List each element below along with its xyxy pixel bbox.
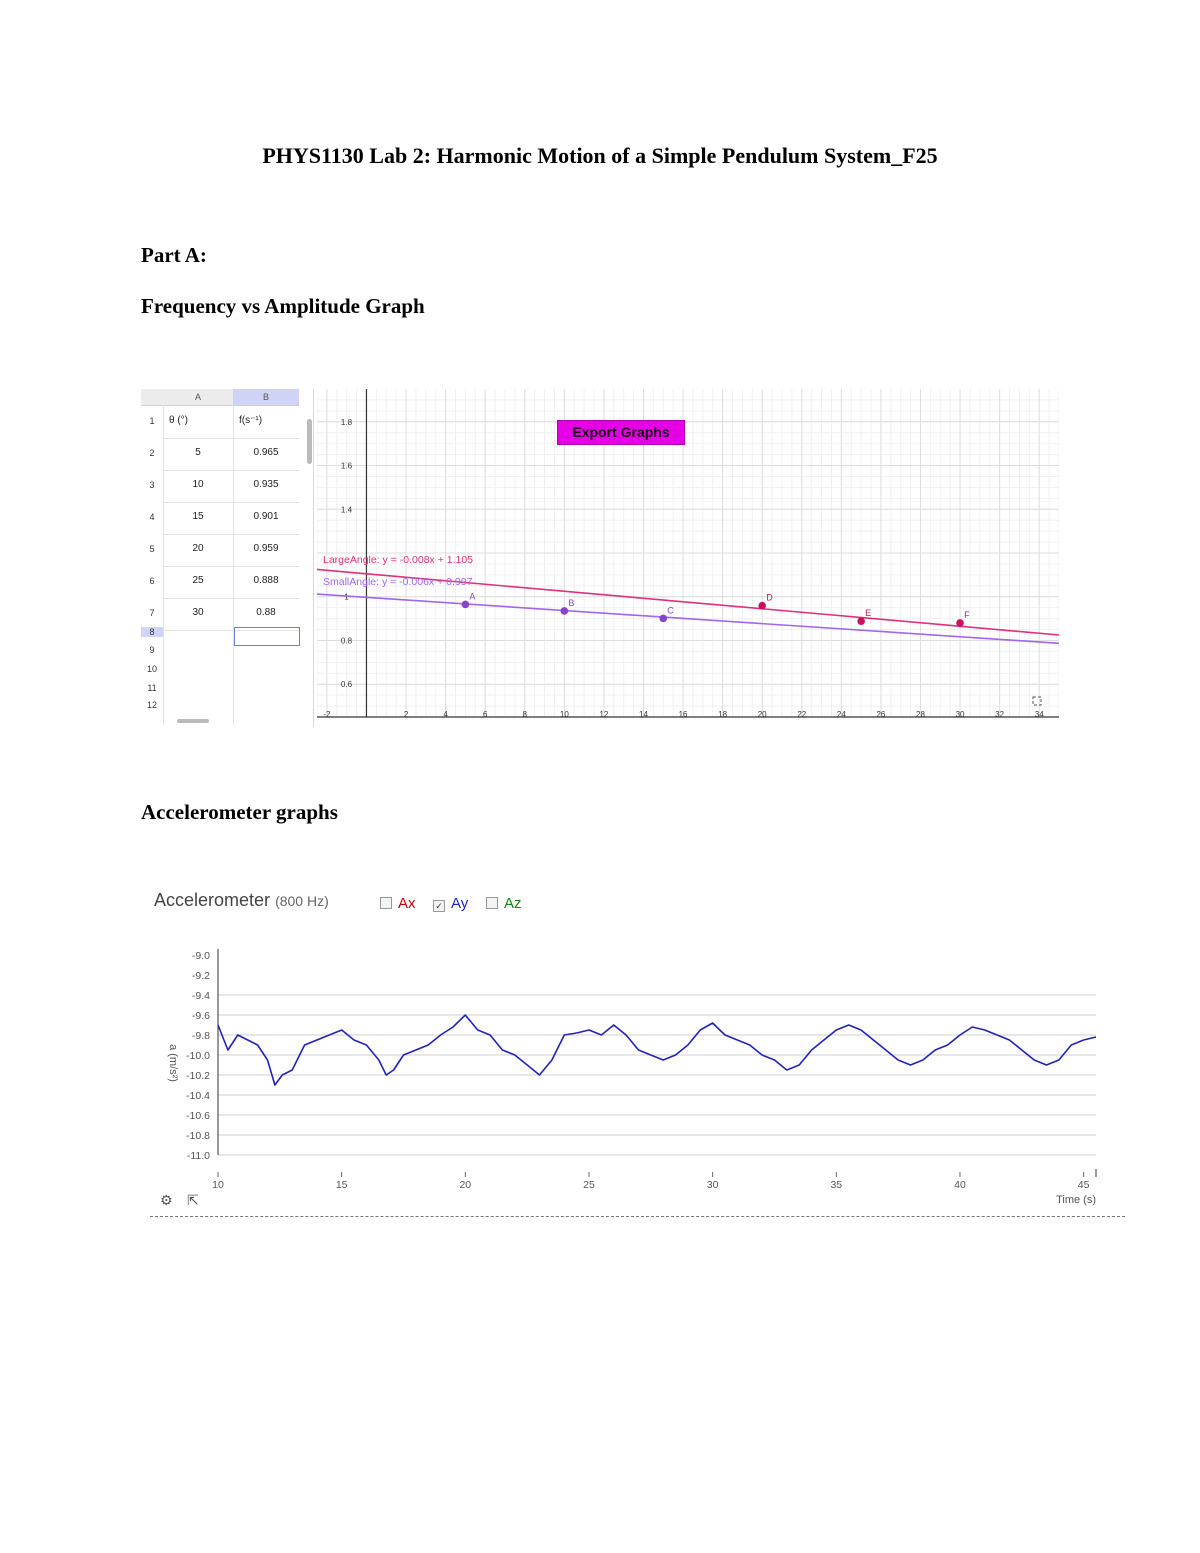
row-divider xyxy=(163,502,299,503)
row-divider xyxy=(163,598,299,599)
x-tick-label: 28 xyxy=(916,710,925,719)
y-tick-label: 1.6 xyxy=(340,461,353,471)
export-graphs-button[interactable]: Export Graphs xyxy=(557,420,685,445)
row-divider xyxy=(163,566,299,567)
row-header: 10 xyxy=(146,664,157,674)
x-axis-label: Time (s) xyxy=(1056,1194,1096,1206)
x-tick-label: 20 xyxy=(757,710,767,719)
x-tick-label: 18 xyxy=(718,710,728,719)
export-icon[interactable]: ⇱ xyxy=(187,1193,199,1209)
data-point[interactable] xyxy=(659,615,667,623)
accelerometer-panel xyxy=(150,880,1125,1220)
small-angle-equation: SmallAngle: y = -0.006x + 0.997 xyxy=(323,576,473,588)
section-heading-accelerometer: Accelerometer graphs xyxy=(141,800,338,824)
frequency-amplitude-svg xyxy=(317,389,1059,727)
y-tick-label: 1.4 xyxy=(340,505,353,515)
y-tick-label: -9.0 xyxy=(191,950,210,962)
cell-b: 0.88 xyxy=(256,607,276,618)
ax-label: Ax xyxy=(398,895,416,912)
horizontal-scrollbar[interactable] xyxy=(177,719,209,723)
data-point[interactable] xyxy=(462,601,470,609)
y-tick-label: -10.4 xyxy=(186,1090,210,1102)
cell-b: 0.935 xyxy=(253,479,279,490)
y-tick-label: -10.0 xyxy=(186,1050,210,1062)
x-tick-label: 24 xyxy=(836,710,846,719)
accelerometer-chart xyxy=(150,880,1125,1215)
y-tick-label: -9.8 xyxy=(191,1030,210,1042)
x-tick-label: 2 xyxy=(403,710,409,719)
y-tick-label: -10.2 xyxy=(186,1070,210,1082)
cell-a: 20 xyxy=(192,543,204,554)
ay-checkbox-box[interactable]: ✓ xyxy=(433,900,445,912)
selected-cell xyxy=(234,627,300,646)
row-header: 11 xyxy=(147,683,157,693)
column-divider xyxy=(163,405,164,725)
cell-a: 30 xyxy=(192,607,204,618)
gear-icon[interactable]: ⚙ xyxy=(160,1193,173,1209)
y-axis-label: a (m/s²) xyxy=(167,1044,179,1082)
row-header: 6 xyxy=(149,576,155,586)
x-tick-label: 14 xyxy=(639,710,648,719)
x-tick-label: 4 xyxy=(443,710,448,719)
large-angle-equation: LargeAngle: y = -0.008x + 1.105 xyxy=(323,554,474,566)
x-tick-label: 40 xyxy=(954,1179,966,1191)
row-header: 1 xyxy=(149,416,155,426)
cell-b: 0.888 xyxy=(253,575,279,586)
point-label: E xyxy=(865,608,872,619)
x-tick-label: 16 xyxy=(678,710,688,719)
y-tick-label: 0.8 xyxy=(340,636,353,646)
fullscreen-icon[interactable] xyxy=(1033,697,1041,705)
row-header: 8 xyxy=(141,627,163,637)
cell-a: θ (°) xyxy=(169,415,188,426)
accelerometer-rate: (800 Hz) xyxy=(275,893,329,909)
row-divider xyxy=(163,470,299,471)
data-point[interactable] xyxy=(857,617,865,625)
document-title: PHYS1130 Lab 2: Harmonic Motion of a Simple Pendulum System_F25 xyxy=(262,143,938,168)
column-header-b: B xyxy=(233,389,299,406)
cell-b: 0.965 xyxy=(253,447,279,458)
az-label: Az xyxy=(504,895,522,912)
cell-b: 0.959 xyxy=(253,543,279,554)
x-tick-label: 10 xyxy=(212,1179,224,1191)
y-tick-label: -9.2 xyxy=(191,970,210,982)
row-header: 2 xyxy=(149,448,155,458)
point-label: F xyxy=(964,609,970,620)
x-tick-label: 20 xyxy=(459,1179,472,1191)
x-tick-label: -2 xyxy=(323,710,331,719)
row-header: 4 xyxy=(149,512,155,522)
section-heading-frequency: Frequency vs Amplitude Graph xyxy=(141,294,425,318)
cell-b: 0.901 xyxy=(253,511,279,522)
cell-a: 10 xyxy=(192,479,204,490)
point-label: D xyxy=(766,592,773,603)
point-label: C xyxy=(667,605,674,616)
cell-a: 5 xyxy=(195,447,201,458)
vertical-scrollbar[interactable] xyxy=(307,419,312,464)
cell-a: 25 xyxy=(192,575,204,586)
x-tick-label: 6 xyxy=(482,710,488,719)
row-header: 5 xyxy=(149,544,155,554)
x-tick-label: 32 xyxy=(995,710,1005,719)
cell-b: f(s⁻¹) xyxy=(239,415,263,426)
x-tick-label: 8 xyxy=(522,710,527,719)
x-tick-label: 30 xyxy=(706,1179,719,1191)
geogebra-panel xyxy=(141,389,1059,727)
x-tick-label: 30 xyxy=(955,710,965,719)
row-header: 9 xyxy=(149,645,155,655)
row-header: 12 xyxy=(146,700,157,710)
x-tick-label: 45 xyxy=(1077,1179,1090,1191)
y-tick-label: 1.8 xyxy=(340,417,353,427)
x-tick-label: 12 xyxy=(599,710,609,719)
row-divider xyxy=(163,534,299,535)
dashed-divider xyxy=(150,1216,1125,1217)
x-tick-label: 25 xyxy=(583,1179,595,1191)
x-tick-label: 10 xyxy=(559,710,569,719)
x-tick-label: 35 xyxy=(830,1179,843,1191)
column-header-corner xyxy=(141,389,163,406)
data-point[interactable] xyxy=(956,619,964,627)
part-heading: Part A: xyxy=(141,243,207,267)
column-header-a: A xyxy=(163,389,233,406)
point-label: A xyxy=(469,591,476,602)
x-tick-label: 26 xyxy=(876,710,886,719)
row-header: 7 xyxy=(149,608,155,618)
column-divider xyxy=(233,405,234,725)
data-point[interactable] xyxy=(758,602,766,610)
data-point[interactable] xyxy=(561,607,569,615)
x-tick-label: 34 xyxy=(1034,710,1044,719)
y-tick-label: -10.8 xyxy=(186,1130,210,1142)
point-label: B xyxy=(568,597,575,608)
cell-a: 15 xyxy=(192,511,204,522)
row-header: 3 xyxy=(149,480,155,490)
y-tick-label: -11.0 xyxy=(186,1150,210,1162)
row-divider xyxy=(163,438,299,439)
x-tick-label: 22 xyxy=(797,710,807,719)
spreadsheet xyxy=(141,389,314,727)
accelerometer-title-text: Accelerometer xyxy=(154,890,271,910)
ay-label: Ay xyxy=(451,895,469,912)
y-tick-label: -9.6 xyxy=(191,1010,210,1022)
y-tick-label: 1 xyxy=(344,592,349,602)
frequency-amplitude-plot xyxy=(317,389,1059,727)
y-tick-label: -9.4 xyxy=(191,990,210,1002)
x-tick-label: 15 xyxy=(335,1179,348,1191)
y-tick-label: -10.6 xyxy=(186,1110,210,1122)
y-tick-label: 0.6 xyxy=(340,680,353,690)
